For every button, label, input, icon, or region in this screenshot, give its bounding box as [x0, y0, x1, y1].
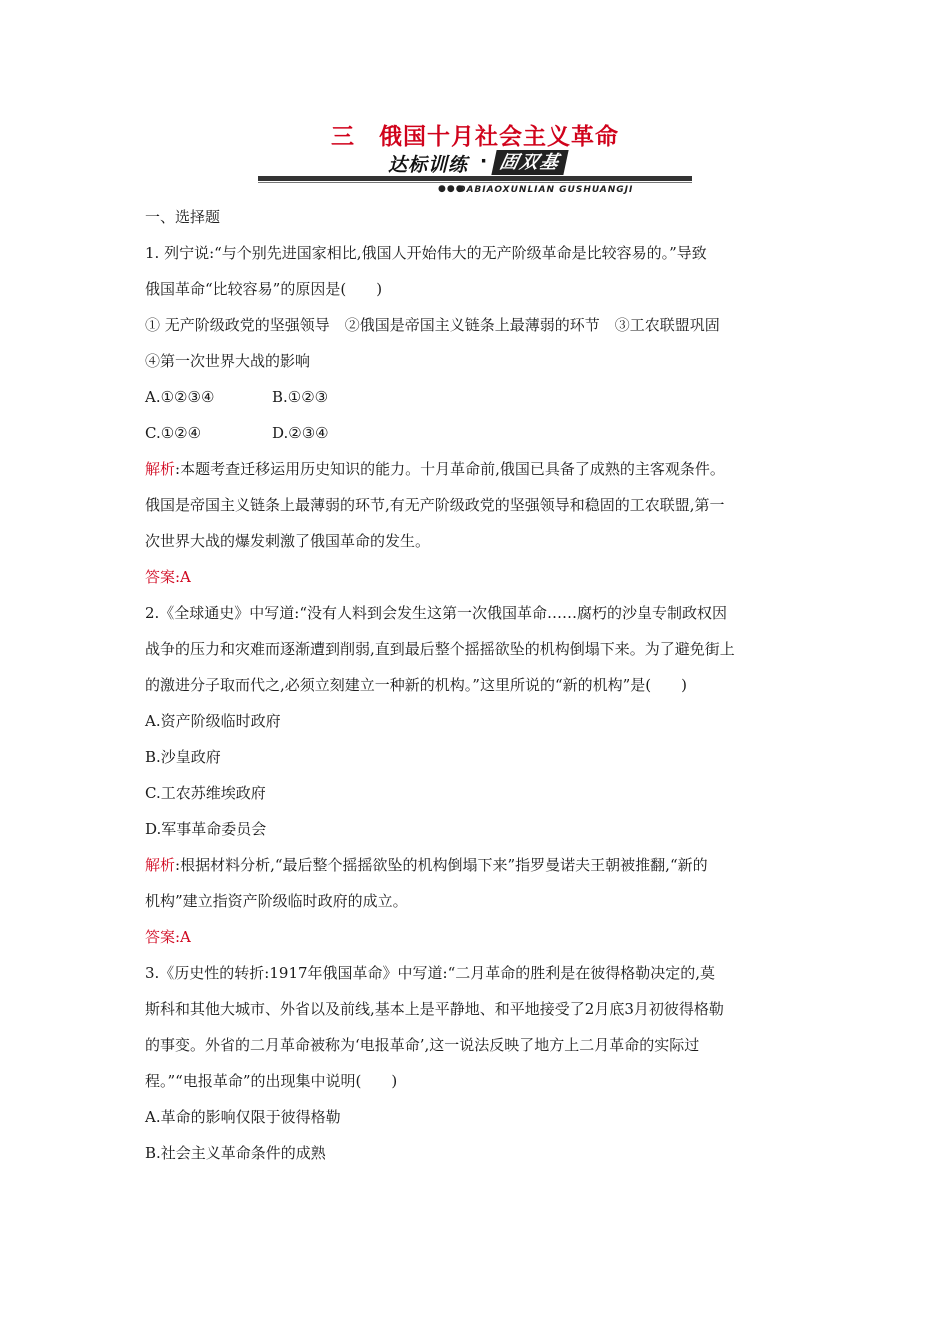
q2-option-d: D.军事革命委员会 [145, 820, 267, 838]
q2-stem-line: 战争的压力和灾难而逐渐遭到削弱,直到最后整个摇摇欲坠的机构倒塌下来。为了避免街上 [145, 640, 735, 658]
banner-bar [258, 176, 692, 181]
section-title: 一、选择题 [145, 208, 221, 226]
q1-analysis-line [145, 451, 813, 487]
banner-dot: · [480, 150, 488, 172]
q3-option-a: A.革命的影响仅限于彼得格勒 [145, 1108, 341, 1126]
q3-option-b: B.社会主义革命条件的成熟 [145, 1144, 326, 1162]
banner-box-text: 固双基 [491, 150, 568, 175]
q2-stem-line: 的激进分子取而代之,必须立刻建立一种新的机构。”这里所说的“新的机构”是( ) [145, 676, 687, 694]
q1-item-line: ④第一次世界大战的影响 [145, 352, 311, 370]
q1-analysis-text: :本题考查迁移运用历史知识的能力。十月革命前,俄国已具备了成熟的主客观条件。 [175, 460, 725, 478]
q3-stem-line: 斯科和其他大城市、外省以及前线,基本上是平静地、和平地接受了2月底3月初彼得格勒 [145, 1000, 724, 1018]
q3-stem-line: 程。”“电报革命”的出现集中说明( ) [145, 1072, 398, 1090]
q3-stem-line: 的事变。外省的二月革命被称为‘电报革命’,这一说法反映了地方上二月革命的实际过 [145, 1036, 700, 1054]
q2-analysis-line [145, 847, 813, 883]
q2-option-c: C.工农苏维埃政府 [145, 784, 266, 802]
banner-main-text: 达标训练 [388, 154, 469, 176]
banner-underline [258, 182, 692, 183]
q1-options-row [145, 415, 813, 451]
q1-analysis-line: 俄国是帝国主义链条上最薄弱的环节,有无产阶级政党的坚强领导和稳固的工农联盟,第一 [145, 496, 725, 514]
document-body [145, 199, 813, 1171]
q2-stem-line: 2.《全球通史》中写道:“没有人料到会发生这第一次俄国革命……腐朽的沙皇专制政权因 [145, 604, 728, 622]
q2-analysis-text: :根据材料分析,“最后整个摇摇欲坠的机构倒塌下来”指罗曼诺夫王朝被推翻,“新的 [175, 856, 708, 874]
q1-option-a: A.①②③④ [145, 388, 215, 406]
q1-stem-line: 俄国革命“比较容易”的原因是( ) [145, 280, 383, 298]
q2-option-b: B.沙皇政府 [145, 748, 221, 766]
q2-answer: 答案:A [145, 928, 191, 946]
q1-analysis-line: 次世界大战的爆发刺激了俄国革命的发生。 [145, 532, 431, 550]
q1-stem-line: 1. 列宁说:“与个别先进国家相比,俄国人开始伟大的无产阶级革命是比较容易的。”导致 [145, 244, 707, 262]
q1-option-d: D.②③④ [272, 424, 329, 442]
q1-item-line: ① 无产阶级政党的坚强领导 ②俄国是帝国主义链条上最薄弱的环节 ③工农联盟巩固 [145, 316, 720, 334]
q1-analysis-label: 解析 [145, 460, 176, 478]
q1-option-c: C.①②④ [145, 424, 202, 442]
q1-answer: 答案:A [145, 568, 191, 586]
q1-options-row [145, 379, 813, 415]
q2-analysis-line: 机构”建立指资产阶级临时政府的成立。 [145, 892, 408, 910]
section-banner [258, 150, 692, 194]
q2-option-a: A.资产阶级临时政府 [145, 712, 281, 730]
q2-analysis-label: 解析 [145, 856, 176, 874]
page-title: 三 俄国十月社会主义革命 [331, 124, 619, 150]
banner-subtitle: DABIAOXUNLIAN GUSHUANGJI [458, 185, 634, 195]
q1-option-b: B.①②③ [272, 388, 329, 406]
banner-dots-icon: ●●● [438, 184, 465, 194]
q3-stem-line: 3.《历史性的转折:1917年俄国革命》中写道:“二月革命的胜利是在彼得格勒决定的,莫 [145, 964, 716, 982]
